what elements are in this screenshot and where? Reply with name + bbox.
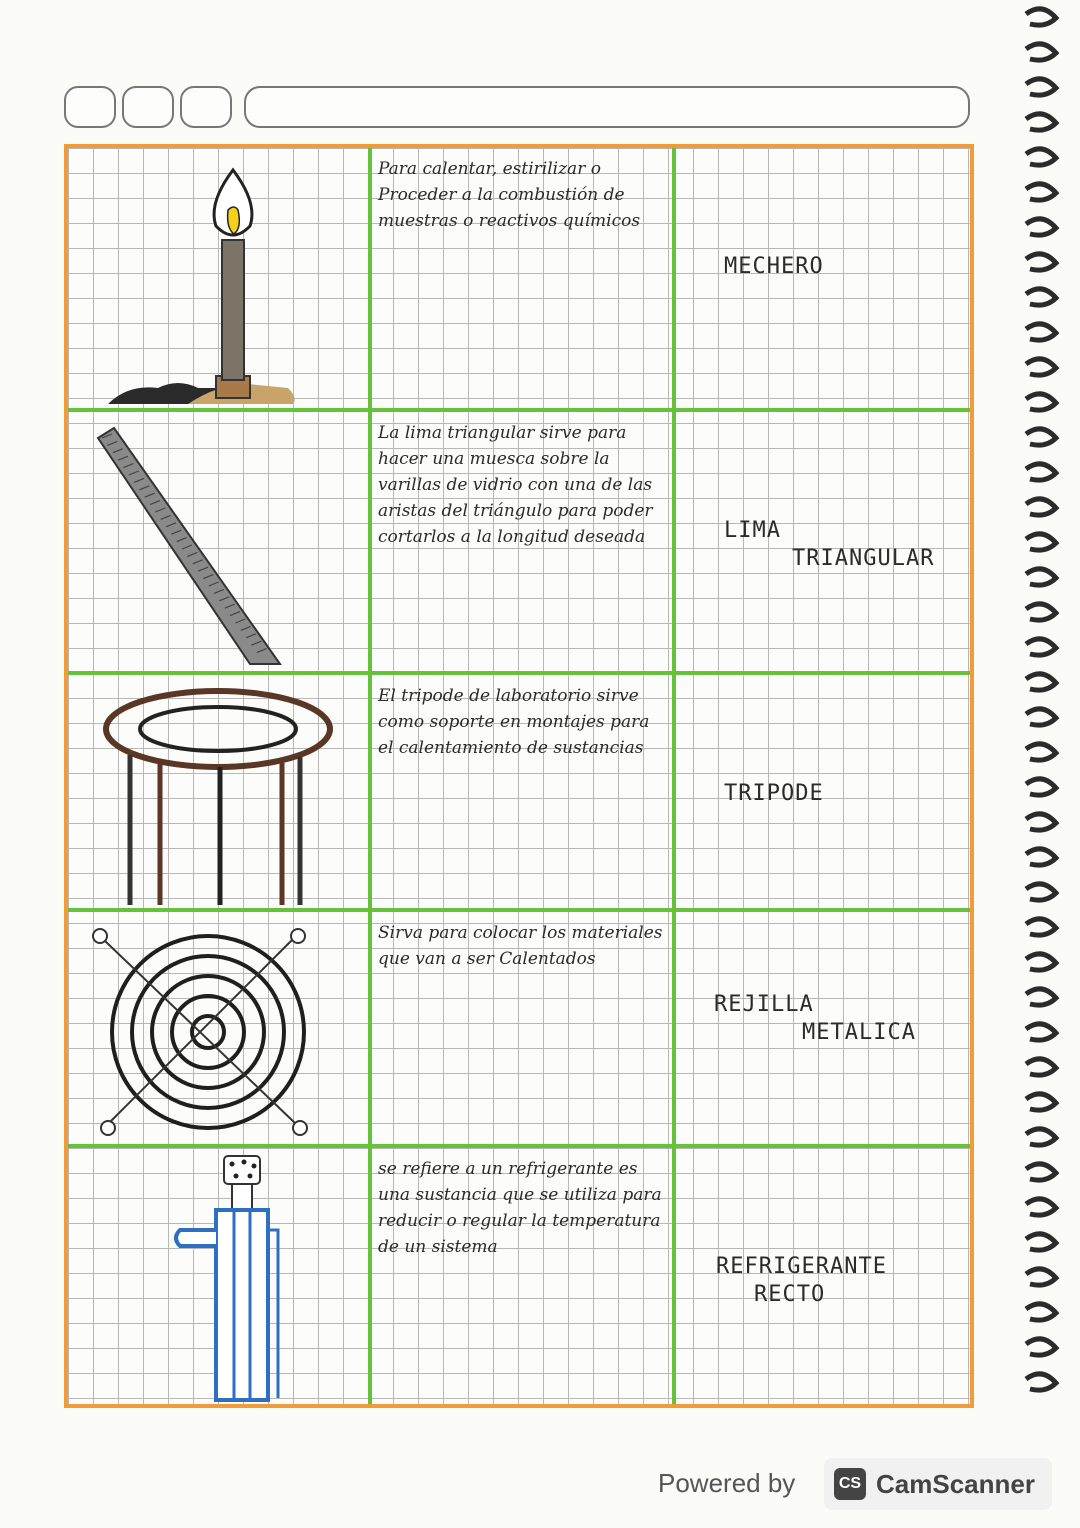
- name-refrigerante-line-1: REFRIGERANTE: [716, 1254, 887, 1279]
- spiral-coil: [1026, 534, 1056, 550]
- spiral-coil: [1026, 429, 1056, 445]
- spiral-coil: [1026, 604, 1056, 620]
- spiral-coil: [1026, 44, 1056, 60]
- spiral-coil: [1026, 219, 1056, 235]
- spiral-coil: [1026, 254, 1056, 270]
- spiral-coil: [1026, 79, 1056, 95]
- table-row-mechero: [68, 148, 970, 408]
- description-mechero: Para calentar, estirilizar o Proceder a la combustión de muestras o reactivos químicos: [378, 159, 641, 231]
- spiral-coil: [1026, 359, 1056, 375]
- description-rejilla-metalica: Sirva para colocar los materiales que van a ser Calentados: [378, 923, 663, 969]
- bunsen-burner-icon: [68, 148, 368, 408]
- name-tripode: TRIPODE: [724, 781, 824, 806]
- spiral-coil: [1026, 149, 1056, 165]
- wire-gauze-icon: [68, 912, 368, 1144]
- header-box-1: [64, 86, 116, 128]
- spiral-coil: [1026, 954, 1056, 970]
- spiral-coil: [1026, 289, 1056, 305]
- spiral-coil: [1026, 394, 1056, 410]
- spiral-coil: [1026, 1129, 1056, 1145]
- spiral-coil: [1026, 814, 1056, 830]
- spiral-coil: [1026, 1199, 1056, 1215]
- powered-by-text: Powered by: [658, 1468, 796, 1498]
- spiral-coil: [1026, 324, 1056, 340]
- table-row-lima-triangular: [68, 412, 970, 671]
- spiral-coil: [1026, 114, 1056, 130]
- description-refrigerante-recto: se refiere a un refrigerante es una sustancia que se utiliza para reducir o regular la temperatura de un sistema: [378, 1159, 662, 1257]
- name-lima-line-2: TRIANGULAR: [792, 546, 935, 571]
- spiral-coil: [1026, 779, 1056, 795]
- camscanner-logo-icon: CS: [834, 1468, 866, 1500]
- header-box-3: [180, 86, 232, 128]
- header-title-bar: [244, 86, 970, 128]
- name-refrigerante-line-2: RECTO: [754, 1282, 826, 1307]
- spiral-coil: [1026, 499, 1056, 515]
- table-row-refrigerante-recto: [68, 1148, 970, 1404]
- spiral-coil: [1026, 849, 1056, 865]
- spiral-coil: [1026, 184, 1056, 200]
- spiral-coil: [1026, 464, 1056, 480]
- name-mechero: MECHERO: [724, 254, 824, 279]
- table-row-tripode: [68, 675, 970, 908]
- spiral-coil: [1026, 639, 1056, 655]
- camscanner-badge: [824, 1458, 1052, 1510]
- spiral-coil: [1026, 1059, 1056, 1075]
- description-lima-triangular: La lima triangular sirve para hacer una muesca sobre la varillas de vidrio con una de las aristas del triángulo para poder cortarlos a la longitud deseada: [378, 423, 653, 547]
- name-rejilla-line-2: METALICA: [802, 1020, 916, 1045]
- spiral-coil: [1026, 569, 1056, 585]
- spiral-coil: [1026, 1269, 1056, 1285]
- spiral-coil: [1026, 744, 1056, 760]
- spiral-coil: [1026, 1304, 1056, 1320]
- spiral-coil: [1026, 884, 1056, 900]
- table-row-rejilla-metalica: [68, 912, 970, 1144]
- spiral-coil: [1026, 1024, 1056, 1040]
- spiral-coil: [1026, 1374, 1056, 1390]
- tripod-icon: [68, 675, 368, 908]
- condenser-icon: [68, 1148, 368, 1404]
- camscanner-brand: CamScanner: [876, 1469, 1035, 1499]
- name-lima-line-1: LIMA: [724, 518, 781, 543]
- spiral-coil: [1026, 9, 1056, 25]
- spiral-coil: [1026, 1164, 1056, 1180]
- description-tripode: El tripode de laboratorio sirve como soporte en montajes para el calentamiento de sustancias: [378, 686, 650, 758]
- camscanner-watermark: [640, 1456, 1060, 1514]
- spiral-coil: [1026, 1234, 1056, 1250]
- header-box-2: [122, 86, 174, 128]
- triangular-file-icon: [68, 412, 368, 671]
- spiral-coil: [1026, 1094, 1056, 1110]
- name-rejilla-line-1: REJILLA: [714, 992, 814, 1017]
- spiral-coil: [1026, 674, 1056, 690]
- lab-equipment-table: [64, 144, 974, 1408]
- spiral-coil: [1026, 989, 1056, 1005]
- header-boxes: [64, 86, 974, 128]
- spiral-binding: [1022, 0, 1062, 1440]
- spiral-coil: [1026, 709, 1056, 725]
- spiral-coil: [1026, 919, 1056, 935]
- spiral-coil: [1026, 1339, 1056, 1355]
